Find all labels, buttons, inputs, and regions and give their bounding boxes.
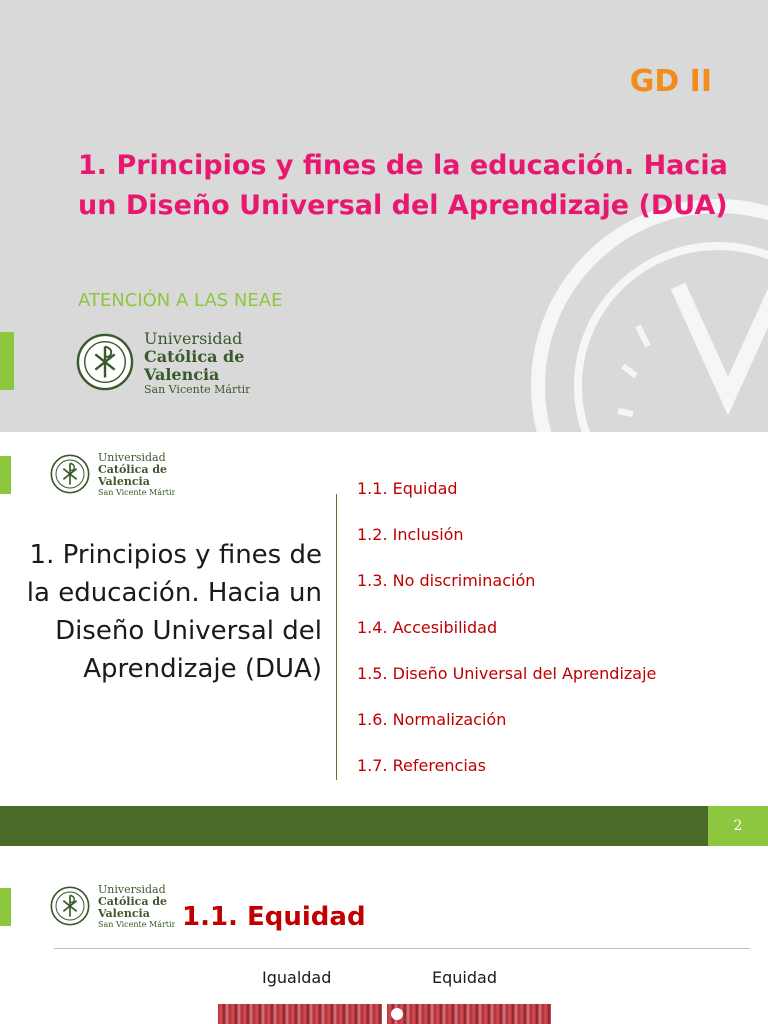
- slide-cover: [0, 0, 768, 432]
- image-label-igualdad: Igualdad: [262, 968, 332, 987]
- slide-title: 1. Principios y fines de la educación. Hacia un Diseño Universal del Aprendizaje (DUA): [78, 150, 728, 221]
- logo-line-4: San Vicente Mártir: [98, 920, 176, 927]
- vertical-divider: [336, 494, 337, 780]
- page-number: 2: [708, 806, 768, 846]
- slide-index: [0, 432, 768, 846]
- university-logo: [50, 452, 175, 495]
- accent-bar: [0, 332, 14, 390]
- section-title: 1.1. Equidad: [182, 902, 366, 932]
- image-label-equidad: Equidad: [432, 968, 497, 987]
- university-logo: [50, 884, 175, 927]
- logo-line-2: Católica de: [98, 463, 168, 476]
- logo-line-3: Valencia: [98, 475, 150, 488]
- university-seal-icon: [76, 333, 134, 391]
- index-title: 1. Principios y fines de la educación. Hacia un Diseño Universal del Aprendizaje (DUA): [26, 540, 322, 684]
- toc-item-normalizacion[interactable]: 1.6. Normalización: [357, 709, 507, 729]
- footer-bar: [0, 806, 708, 846]
- logo-line-1: Universidad: [144, 330, 243, 348]
- logo-line-4: San Vicente Mártir: [98, 488, 176, 495]
- university-seal-watermark-icon: [528, 196, 768, 432]
- logo-line-2: Católica de: [144, 347, 245, 366]
- equidad-image: [387, 1004, 551, 1024]
- igualdad-image: [218, 1004, 382, 1024]
- table-of-contents: [357, 478, 656, 801]
- accent-bar: [0, 456, 11, 494]
- slide-equidad: [0, 846, 768, 1024]
- logo-line-1: Universidad: [98, 884, 166, 896]
- university-seal-icon: [50, 454, 90, 494]
- university-seal-icon: [50, 886, 90, 926]
- logo-line-3: Valencia: [144, 365, 220, 384]
- toc-item-inclusion[interactable]: 1.2. Inclusión: [357, 525, 464, 545]
- logo-line-3: Valencia: [98, 907, 150, 920]
- toc-item-equidad[interactable]: 1.1. Equidad: [357, 479, 458, 498]
- toc-item-dua[interactable]: 1.5. Diseño Universal del Aprendizaje: [357, 663, 657, 683]
- toc-item-referencias[interactable]: 1.7. Referencias: [357, 756, 486, 776]
- accent-bar: [0, 888, 11, 926]
- logo-line-2: Católica de: [98, 895, 168, 908]
- toc-item-no-discriminacion[interactable]: 1.3. No discriminación: [357, 571, 536, 591]
- logo-line-1: Universidad: [98, 452, 166, 464]
- course-code: GD II: [629, 64, 712, 99]
- toc-item-accesibilidad[interactable]: 1.4. Accesibilidad: [357, 617, 498, 637]
- university-logo: [76, 330, 250, 394]
- slide-subtitle: ATENCIÓN A LAS NEAE: [78, 290, 283, 311]
- logo-line-4: San Vicente Mártir: [144, 384, 251, 394]
- horizontal-rule: [54, 948, 750, 949]
